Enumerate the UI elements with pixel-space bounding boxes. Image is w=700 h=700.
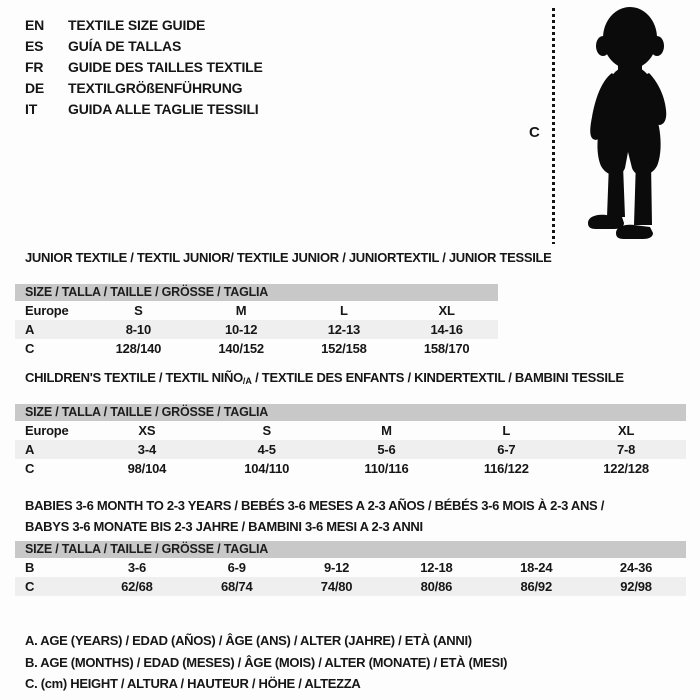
table-cell: 86/92 (520, 579, 552, 594)
legend-line-c: C. (cm) HEIGHT / ALTURA / HAUTEUR / HÖHE / ALTEZZA (25, 676, 361, 691)
table-cell: 9-12 (323, 560, 350, 575)
legend-line-a: A. AGE (YEARS) / EDAD (AÑOS) / ÂGE (ANS) / ALTER (JAHRE) / ETÀ (ANNI) (25, 633, 472, 648)
babies-title-line1: BABIES 3-6 MONTH TO 2-3 YEARS / BEBÉS 3-6 MESES A 2-3 AÑOS / BÉBÉS 3-6 MOIS À 2-3 ANS / (25, 498, 605, 513)
table-cell: 8-10 (125, 322, 151, 337)
lang-row-de (25, 78, 263, 99)
table-row-europe (15, 301, 498, 320)
children-title-sub: /A (242, 376, 252, 386)
table-row-a (15, 320, 498, 339)
table-cell: 122/128 (603, 461, 649, 476)
table-cell: XS (138, 423, 156, 438)
table-cell: 110/116 (364, 461, 409, 476)
lang-code: IT (25, 101, 38, 117)
size-header-bar: SIZE / TALLA / TAILLE / GRÖSSE / TAGLIA (15, 284, 498, 301)
junior-section-title: JUNIOR TEXTILE / TEXTIL JUNIOR/ TEXTILE JUNIOR / JUNIORTEXTIL / JUNIOR TESSILE (25, 250, 552, 265)
size-header-bar: SIZE / TALLA / TAILLE / GRÖSSE / TAGLIA (15, 541, 686, 558)
table-cell: L (340, 303, 348, 318)
table-cell: 12-13 (327, 322, 360, 337)
lang-title: TEXTILE SIZE GUIDE (68, 17, 206, 33)
table-cell: 140/152 (218, 341, 264, 356)
language-title-block (25, 15, 263, 120)
table-row-c (15, 459, 686, 478)
table-row-europe (15, 421, 686, 440)
table-cell: 3-4 (137, 442, 156, 457)
table-cell: 152/158 (321, 341, 367, 356)
measurement-legend (25, 630, 507, 695)
table-cell: 68/74 (220, 579, 253, 594)
babies-size-table (15, 541, 686, 596)
table-cell: 92/98 (620, 579, 652, 594)
table-cell: 18-24 (520, 560, 553, 575)
babies-section-title (25, 495, 604, 537)
table-cell: 14-16 (430, 322, 463, 337)
lang-row-en (25, 15, 263, 36)
children-title-part2: / TEXTILE DES ENFANTS / KINDERTEXTIL / BAMBINI TESSILE (251, 370, 624, 385)
junior-size-table (15, 284, 498, 358)
row-label: Europe (25, 423, 69, 438)
table-cell: 6-7 (497, 442, 516, 457)
table-cell: 158/170 (423, 341, 470, 356)
row-label: C (25, 461, 35, 476)
table-cell: 7-8 (616, 442, 636, 457)
table-row-a (15, 440, 686, 459)
table-cell: 98/104 (127, 461, 167, 476)
table-cell: 74/80 (320, 579, 353, 594)
table-cell: S (134, 303, 143, 318)
table-cell: 116/122 (483, 461, 529, 476)
table-cell: XL (617, 423, 635, 438)
table-row-c (15, 577, 686, 596)
table-cell: 80/86 (420, 579, 453, 594)
toddler-silhouette-icon (570, 5, 686, 243)
lang-title: GUIDA ALLE TAGLIE TESSILI (68, 101, 259, 117)
height-measure-dashed-line (552, 8, 555, 244)
measure-label-c: C (529, 124, 540, 141)
table-cell: 4-5 (257, 442, 276, 457)
table-row-c (15, 339, 498, 358)
children-section-title (25, 370, 624, 386)
lang-code: EN (25, 17, 45, 33)
lang-row-it (25, 99, 263, 120)
legend-line-b: B. AGE (MONTHS) / EDAD (MESES) / ÂGE (MOIS) / ALTER (MONATE) / ETÀ (MESI) (25, 654, 508, 670)
table-cell: 3-6 (127, 560, 147, 575)
row-label: A (25, 322, 35, 337)
lang-code: FR (25, 59, 44, 75)
row-label: C (25, 579, 35, 594)
row-label: B (25, 560, 35, 575)
size-header-bar: SIZE / TALLA / TAILLE / GRÖSSE / TAGLIA (15, 404, 686, 421)
table-cell: L (502, 423, 511, 438)
lang-row-fr (25, 57, 263, 78)
table-cell: 62/68 (121, 579, 153, 594)
children-size-table (15, 404, 686, 478)
table-cell: 104/110 (244, 461, 290, 476)
table-cell: M (235, 303, 247, 318)
lang-code: ES (25, 38, 44, 54)
table-cell: 128/140 (115, 341, 162, 356)
table-cell: XL (438, 303, 455, 318)
row-label: A (25, 442, 35, 457)
table-row-b (15, 558, 686, 577)
lang-row-es (25, 36, 263, 57)
lang-title: GUIDE DES TAILLES TEXTILE (68, 59, 263, 75)
table-cell: 12-18 (420, 560, 453, 575)
table-cell: S (262, 423, 271, 438)
table-cell: 24-36 (619, 560, 653, 575)
table-cell: 6-9 (227, 560, 246, 575)
row-label: Europe (25, 303, 69, 318)
lang-title: TEXTILGRÖßENFÜHRUNG (68, 80, 243, 96)
lang-title: GUÍA DE TALLAS (68, 38, 182, 54)
lang-code: DE (25, 80, 45, 96)
row-label: C (25, 341, 35, 356)
table-cell: M (381, 423, 392, 438)
children-title-part1: CHILDREN'S TEXTILE / TEXTIL NIÑO (25, 370, 243, 385)
babies-title-line2: BABYS 3-6 MONATE BIS 2-3 JAHRE / BAMBINI 3-6 MESI A 2-3 ANNI (25, 519, 423, 534)
table-cell: 10-12 (225, 322, 258, 337)
table-cell: 5-6 (377, 442, 396, 457)
